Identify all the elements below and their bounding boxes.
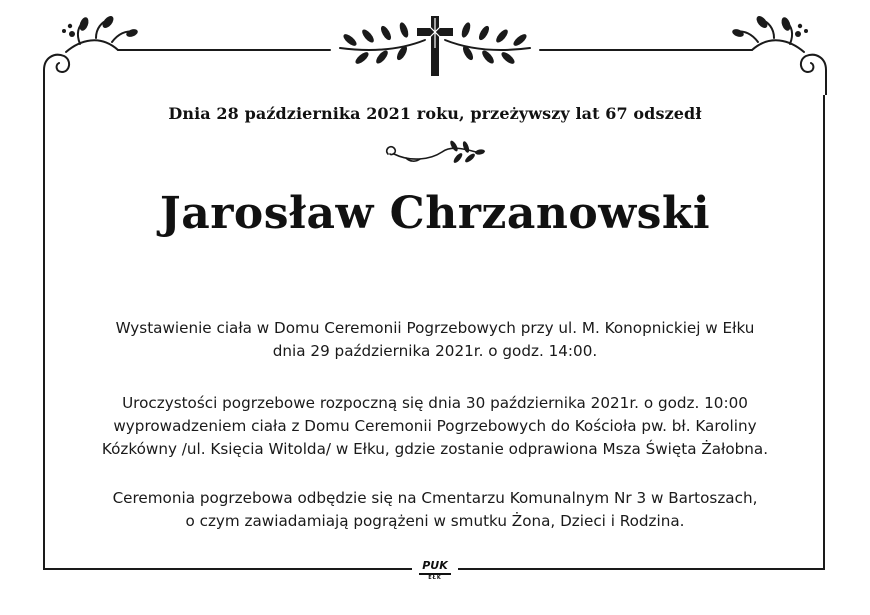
paragraph-line: dnia 29 października 2021r. o godz. 14:00. (272, 342, 598, 360)
paragraph-line: Kózkówny /ul. Księcia Witolda/ w Ełku, gdzie zostanie odprawiona Msza Święta Żałobna. (101, 440, 769, 458)
funeral-paragraph (50, 392, 820, 461)
logo-text: PUK (422, 559, 448, 572)
paragraph-line: Ceremonia pogrzebowa odbędzie się na Cmentarzu Komunalnym Nr 3 w Bartoszach, (112, 489, 758, 507)
viewing-paragraph (50, 317, 820, 363)
logo-subtext: EŁK (428, 574, 442, 581)
leaf-swirl-divider-icon (380, 138, 490, 172)
burial-paragraph (50, 487, 820, 533)
paragraph-line: o czym zawiadamiają pogrążeni w smutku Żona, Dzieci i Rodzina. (185, 512, 685, 530)
paragraph-line: Wystawienie ciała w Domu Ceremonii Pogrzebowych przy ul. M. Konopnickiej w Ełku (115, 319, 755, 337)
death-date-headline: Dnia 28 października 2021 roku, przeżywszy lat 67 odszedł (168, 104, 702, 123)
top-ornament (0, 0, 870, 95)
paragraph-line: Uroczystości pogrzebowe rozpoczną się dnia 30 października 2021r. o godz. 10:00 (122, 394, 748, 412)
cross-icon (417, 16, 453, 76)
left-corner-scroll (44, 55, 69, 95)
puk-logo (412, 557, 458, 585)
paragraph-line: wyprowadzeniem ciała z Domu Ceremonii Pogrzebowych do Kościoła pw. bł. Karoliny (113, 417, 757, 435)
right-corner-scroll (801, 55, 826, 95)
deceased-name: Jarosław Chrzanowski (159, 188, 711, 239)
